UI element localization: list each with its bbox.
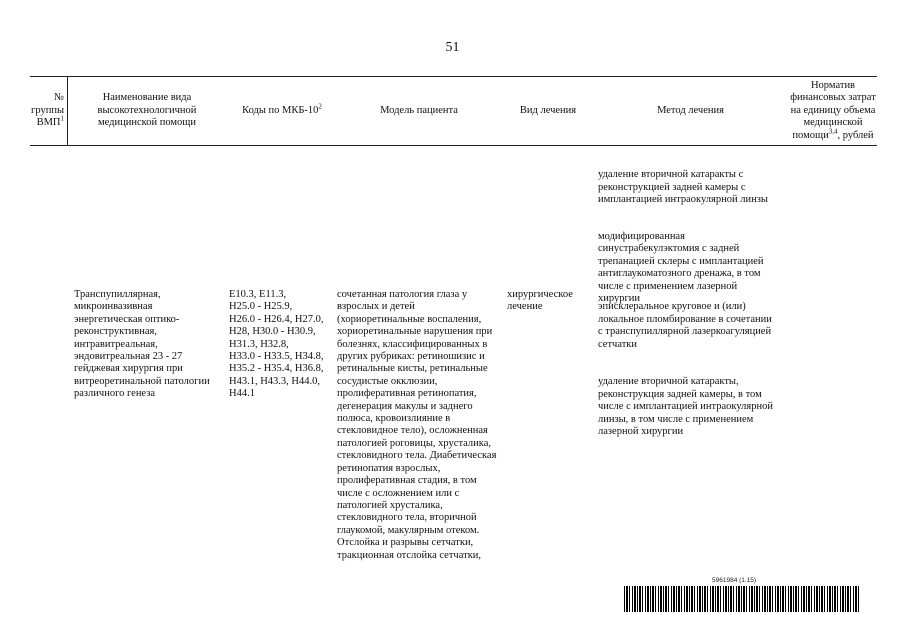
page-number: 51 [445,40,460,55]
method-item: удаление вторичной катаракты с реконструкцией задней камеры с имплантацией интраокулярной линзы [598,169,768,206]
cell-treatment-methods [598,289,788,463]
barcode-number: 5961984 (1.15) [712,577,757,584]
table-header-bottom-border [30,145,877,146]
header-patient-model-text: Модель пациента [380,104,458,116]
cell-treatment-type: хирургическое лечение [507,289,573,313]
header-group-number [30,77,64,145]
method-item: модифицированная синустрабекулэктомия с задней трепанацией склеры с имплантацией антиглаукоматозного дренажа, в том числе с применением лазерной хирургии [598,231,764,305]
header-vmp-type-text: Наименование вида высокотехнологичной медицинской помощи [97,92,197,129]
header-group-number-text: № группы ВМП [31,92,64,129]
header-icd-codes-text: Коды по МКБ-10 [242,104,319,116]
footnote-marker: 2 [318,102,322,111]
header-cost-norm-suffix: , рублей [837,129,874,141]
header-treatment-method [598,77,783,145]
header-icd-codes [228,77,336,145]
header-patient-model [338,77,500,145]
column-divider [67,77,68,145]
barcode-image [624,586,860,612]
method-item: эписклеральное круговое и (или) локальное пломбирование в сочетании с транспупиллярной лазеркоагуляцией сетчатки [598,301,772,350]
header-treatment-method-text: Метод лечения [657,104,724,116]
cell-vmp-type: Транспупиллярная, микроинвазивная энергетическая оптико- реконструктивная, интравитреальная, эндовитреальная 23 - 27 гейджевая хирургия при витреоретинальной патологии различного генеза [74,289,210,400]
cell-icd-codes: E10.3, E11.3, H25.0 - H25.9, H26.0 - H26.4, H27.0, H28, H30.0 - H30.9, H31.3, H32.8, H33.0 - H33.5, H34.8, H35.2 - H35.4, H36.8, H43.1, H43.3, H44.0, H44.1 [229,289,324,400]
header-cost-norm [786,77,880,145]
cell-patient-model: сочетанная патология глаза у взрослых и детей (хориоретинальные воспаления, хориоретинальные нарушения при болезнях, классифицированных в других рубриках: ретиношизис и ретинальные кисты, ретинальные сосудистые окклюзии, пролиферативная ретинопатия, дегенерация макулы и заднего полюса, кровоизлияние в стекловидное тело), осложненная патологией роговицы, хрусталика, стекловидного тела. Диабетическая ретинопатия взрослых, пролиферативная стадия, в том числе с осложнением или с патологией хрусталика, стекловидного тела, вторичной глаукомой, макулярным отеком. Отслойка и разрывы сетчатки, тракционная отслойка сетчатки, [337,289,497,561]
footnote-marker: 1 [60,114,64,123]
method-item: удаление вторичной катаракты, реконструкция задней камеры, в том числе с имплантацией интраокулярной линзы, в том числе с применением лазерной хирургии [598,376,773,438]
header-treatment-type [506,77,590,145]
header-cost-norm-text: Норматив финансовых затрат на единицу объема медицинской помощи [790,79,876,141]
footnote-marker: 3,4 [828,127,838,136]
header-treatment-type-text: Вид лечения [519,104,577,116]
header-vmp-type [82,77,212,145]
